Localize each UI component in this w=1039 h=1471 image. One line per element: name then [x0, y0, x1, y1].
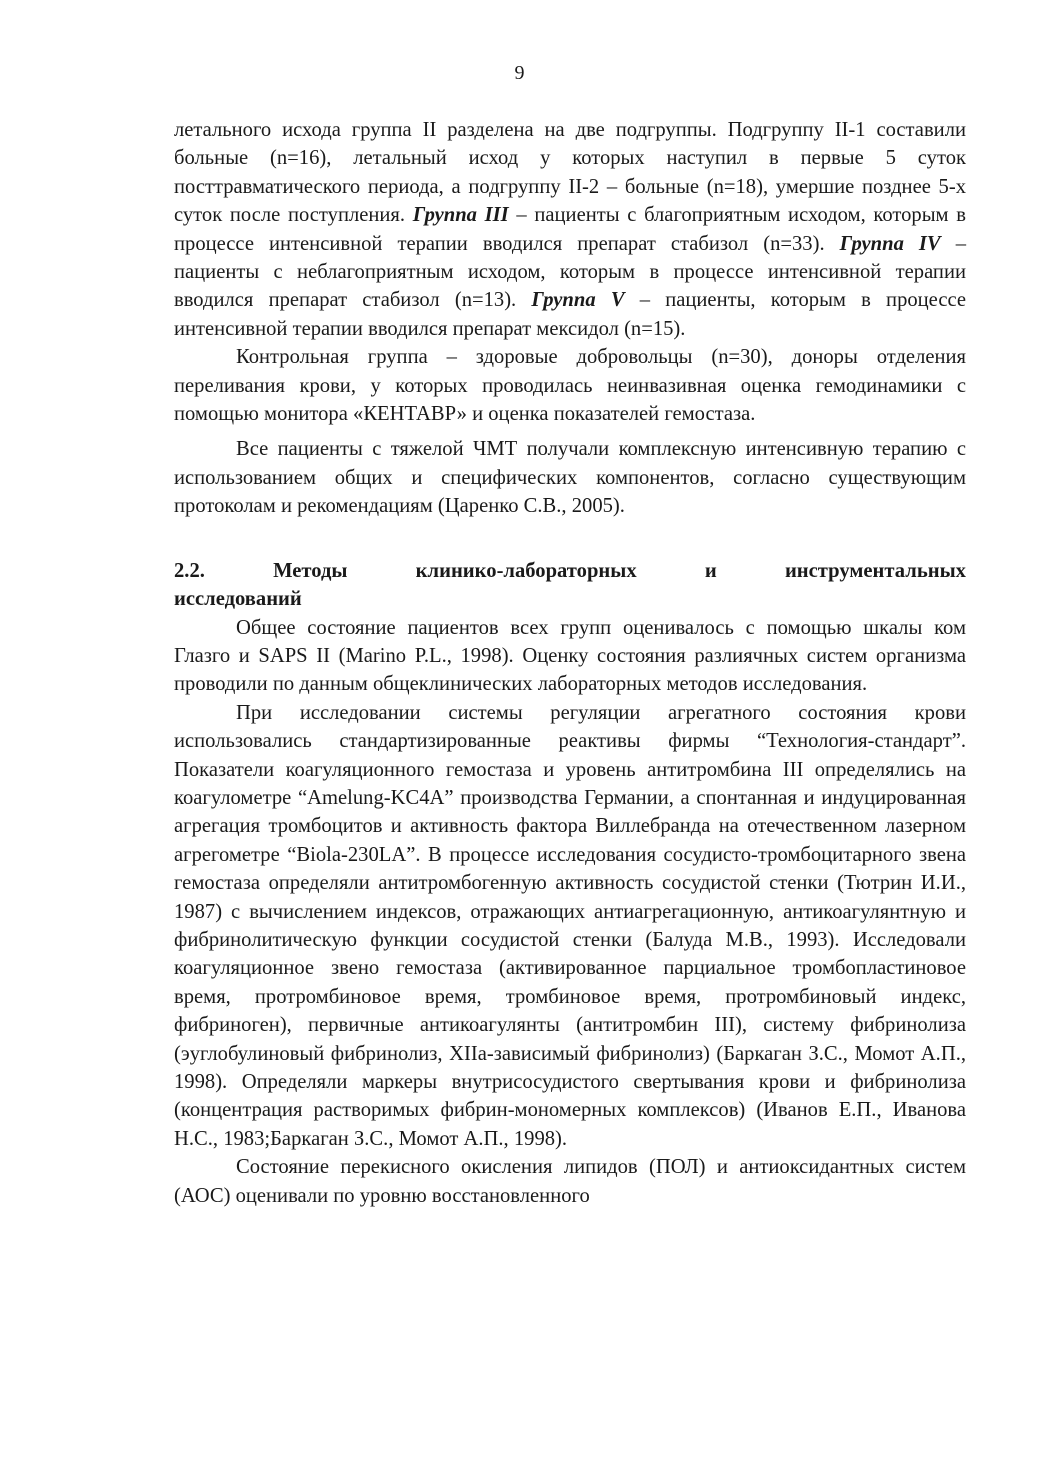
- section-number: 2.2.: [174, 559, 205, 582]
- section-heading: [174, 557, 966, 614]
- paragraph-therapy: Все пациенты с тяжелой ЧМТ получали комплексную интенсивную терапию с использованием общих и специфических компонентов, согласно существующим протоколам и рекомендациям (Царенко С.В., 2005).: [174, 438, 966, 518]
- group-label-iii: Группа III: [412, 204, 509, 227]
- body-text: [174, 116, 966, 1210]
- heading-word: инструментальных: [784, 559, 966, 582]
- heading-word: и: [704, 559, 717, 582]
- section-heading-line: исследований: [174, 588, 302, 611]
- text-run: – пациенты с неблагоприятным исходом, которым в процессе интенсивной терапии вводился препарат стабизол (n=13).: [174, 232, 967, 312]
- paragraph-groups: [174, 116, 966, 343]
- group-label-iv: Группа IV: [839, 232, 941, 255]
- text-run: – пациенты, которым в процессе интенсивной терапии вводился препарат мексидол (n=15).: [174, 289, 967, 340]
- text-run: – пациенты с благоприятным исходом, которым в процессе интенсивной терапии вводился препарат стабизол (n=33).: [174, 204, 966, 255]
- section-heading-line: [174, 557, 966, 585]
- paragraph-lipid-peroxidation: Состояние перекисного окисления липидов (ПОЛ) и антиоксидантных систем (АОС) оценивали по уровню восстановленного: [174, 1156, 966, 1207]
- page-number: 9: [514, 62, 525, 84]
- paragraph-hemostasis-methods: При исследовании системы регуляции агрегатного состояния крови использовались стандартизированные реактивы фирмы “Технология-стандарт”. Показатели коагуляционного гемостаза и уровень антитромбина III определялись на коагулометре “Amelung-KC4A” производства Германии, а спонтанная и индуцированная агрегация тромбоцитов и активность фактора Виллебранда на отечественном лазерном агрегометре “Biola-230LA”. В процессе исследования сосудисто-тромбоцитарного звена гемостаза определяли антитромбогенную активность сосудистой стенки (Тютрин И.И., 1987) с вычислением индексов, отражающих антиагрегационную, антикоагулянтную и фибринолитическую функции сосудистой стенки (Балуда М.В., 1993). Исследовали коагуляционное звено гемостаза (активированное парциальное тромбопластиновое время, протромбиновое время, тромбиновое время, протромбиновый индекс, фибриноген), первичные антикоагулянты (антитромбин III), систему фибринолиза (эуглобулиновый фибринолиз, XIIa-зависимый фибринолиз) (Баркаган З.С., Момот А.П., 1998). Определяли маркеры внутрисосудистого свертывания крови и фибринолиза (концентрация растворимых фибрин-мономерных комплексов) (Иванов Е.П., Иванова Н.С., 1983;Баркаган З.С., Момот А.П., 1998).: [174, 701, 966, 1150]
- heading-word: Методы: [273, 559, 348, 582]
- heading-word: клинико-лабораторных: [415, 559, 637, 582]
- paragraph-general-state: Общее состояние пациентов всех групп оценивалось с помощью шкалы ком Глазго и SAPS II (Marino P.L., 1998). Оценку состояния разлиячных систем организма проводили по данным общеклинических лабораторных методов исследования.: [174, 616, 966, 696]
- text-run: летального исхода группа II разделена на две подгруппы. Подгруппу II-1 составили больные (n=16), летальный исход у которых наступил в первые 5 суток посттравматического периода, а подгруппу II-2 – больные (n=18), умершие позднее 5-х суток после поступления.: [174, 119, 966, 227]
- paragraph-control-group: Контрольная группа – здоровые добровольцы (n=30), доноры отделения переливания крови, у которых проводилась неинвазивная оценка гемодинамики с помощью монитора «КЕНТАВР» и оценка показателей гемостаза.: [174, 346, 966, 426]
- group-label-v: Группа V: [531, 289, 625, 312]
